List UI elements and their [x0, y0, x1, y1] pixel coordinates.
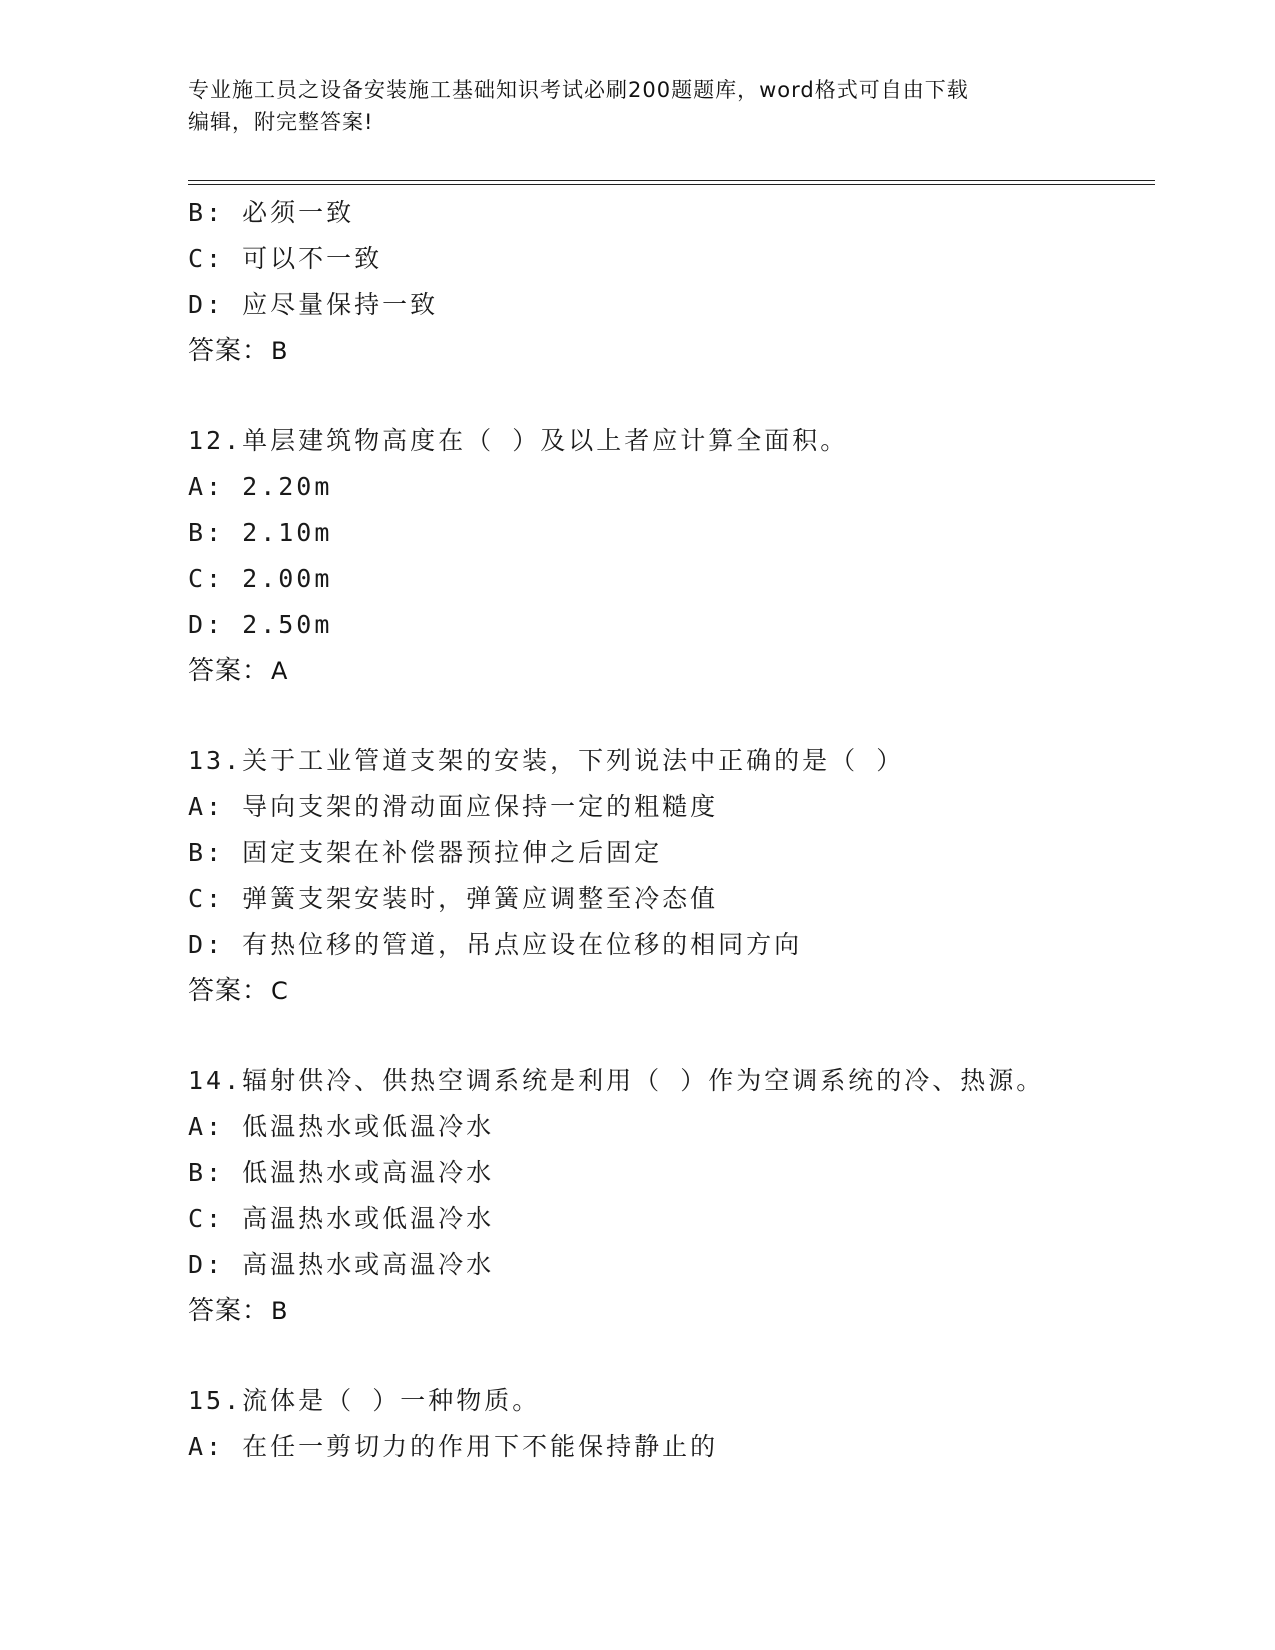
question-list — [188, 190, 1148, 1470]
question-text: 流体是（ ）一种物质。 — [242, 1386, 541, 1415]
option-line — [188, 236, 1148, 282]
option-text: 2.10m — [242, 518, 333, 547]
option-letter: D: — [188, 290, 243, 319]
question-number: 12. — [188, 426, 243, 455]
answer-label: 答案： — [188, 336, 270, 366]
option-letter: A: — [188, 1112, 243, 1141]
answer-line — [188, 968, 1148, 1014]
question-block-14 — [188, 1058, 1148, 1334]
header-title-line-2: 编辑，附完整答案! — [188, 110, 374, 134]
option-line — [188, 510, 1148, 556]
answer-label: 答案： — [188, 656, 270, 686]
option-text: 固定支架在补偿器预拉伸之后固定 — [242, 838, 663, 867]
option-line — [188, 1104, 1148, 1150]
option-line — [188, 784, 1148, 830]
option-line — [188, 830, 1148, 876]
option-letter: A: — [188, 1432, 243, 1461]
header-rule-bottom — [188, 184, 1155, 185]
answer-value: A — [271, 657, 289, 685]
question-stem — [188, 418, 1148, 464]
option-line — [188, 556, 1148, 602]
question-number: 15. — [188, 1386, 243, 1415]
question-number: 13. — [188, 746, 243, 775]
option-line — [188, 1196, 1148, 1242]
answer-value: C — [271, 977, 289, 1005]
option-line — [188, 282, 1148, 328]
option-text: 2.00m — [242, 564, 333, 593]
question-spacer — [188, 1014, 1148, 1058]
question-spacer — [188, 374, 1148, 418]
question-spacer — [188, 1334, 1148, 1378]
header-title-line-1: 专业施工员之设备安装施工基础知识考试必刷200题题库，word格式可自由下载 — [188, 78, 969, 102]
option-text: 低温热水或低温冷水 — [242, 1112, 495, 1141]
question-text: 单层建筑物高度在（ ）及以上者应计算全面积。 — [242, 426, 849, 455]
option-text: 在任一剪切力的作用下不能保持静止的 — [242, 1432, 719, 1461]
option-letter: B: — [188, 838, 243, 867]
question-text: 关于工业管道支架的安装，下列说法中正确的是（ ） — [242, 746, 905, 775]
answer-line — [188, 1288, 1148, 1334]
question-stem — [188, 738, 1148, 784]
option-line — [188, 1242, 1148, 1288]
question-stem — [188, 1058, 1148, 1104]
question-block-continued — [188, 190, 1148, 374]
option-text: 必须一致 — [242, 198, 355, 227]
question-stem — [188, 1378, 1148, 1424]
option-text: 可以不一致 — [242, 244, 383, 273]
document-header — [188, 74, 1088, 138]
option-text: 应尽量保持一致 — [242, 290, 439, 319]
option-text: 低温热水或高温冷水 — [242, 1158, 495, 1187]
option-line — [188, 1424, 1148, 1470]
question-block-15 — [188, 1378, 1148, 1470]
option-text: 高温热水或高温冷水 — [242, 1250, 495, 1279]
option-line — [188, 464, 1148, 510]
option-letter: C: — [188, 1204, 243, 1233]
option-letter: B: — [188, 198, 243, 227]
option-letter: D: — [188, 610, 243, 639]
answer-value: B — [271, 1297, 289, 1325]
header-rule-top — [188, 180, 1155, 181]
option-text: 有热位移的管道，吊点应设在位移的相同方向 — [242, 930, 803, 959]
option-text: 弹簧支架安装时，弹簧应调整至冷态值 — [242, 884, 719, 913]
option-text: 高温热水或低温冷水 — [242, 1204, 495, 1233]
option-line — [188, 876, 1148, 922]
option-letter: C: — [188, 244, 243, 273]
answer-line — [188, 328, 1148, 374]
option-line — [188, 1150, 1148, 1196]
option-letter: D: — [188, 1250, 243, 1279]
answer-value: B — [271, 337, 289, 365]
option-text: 2.50m — [242, 610, 333, 639]
option-letter: C: — [188, 884, 243, 913]
option-letter: D: — [188, 930, 243, 959]
option-letter: B: — [188, 1158, 243, 1187]
answer-line — [188, 648, 1148, 694]
question-block-12 — [188, 418, 1148, 694]
answer-label: 答案： — [188, 976, 270, 1006]
option-letter: B: — [188, 518, 243, 547]
question-spacer — [188, 694, 1148, 738]
option-line — [188, 922, 1148, 968]
option-text: 导向支架的滑动面应保持一定的粗糙度 — [242, 792, 719, 821]
question-block-13 — [188, 738, 1148, 1014]
option-text: 2.20m — [242, 472, 333, 501]
question-text: 辐射供冷、供热空调系统是利用（ ）作为空调系统的冷、热源。 — [242, 1066, 1045, 1095]
option-letter: C: — [188, 564, 243, 593]
option-letter: A: — [188, 472, 243, 501]
answer-label: 答案： — [188, 1296, 270, 1326]
option-letter: A: — [188, 792, 243, 821]
question-number: 14. — [188, 1066, 243, 1095]
option-line — [188, 190, 1148, 236]
option-line — [188, 602, 1148, 648]
